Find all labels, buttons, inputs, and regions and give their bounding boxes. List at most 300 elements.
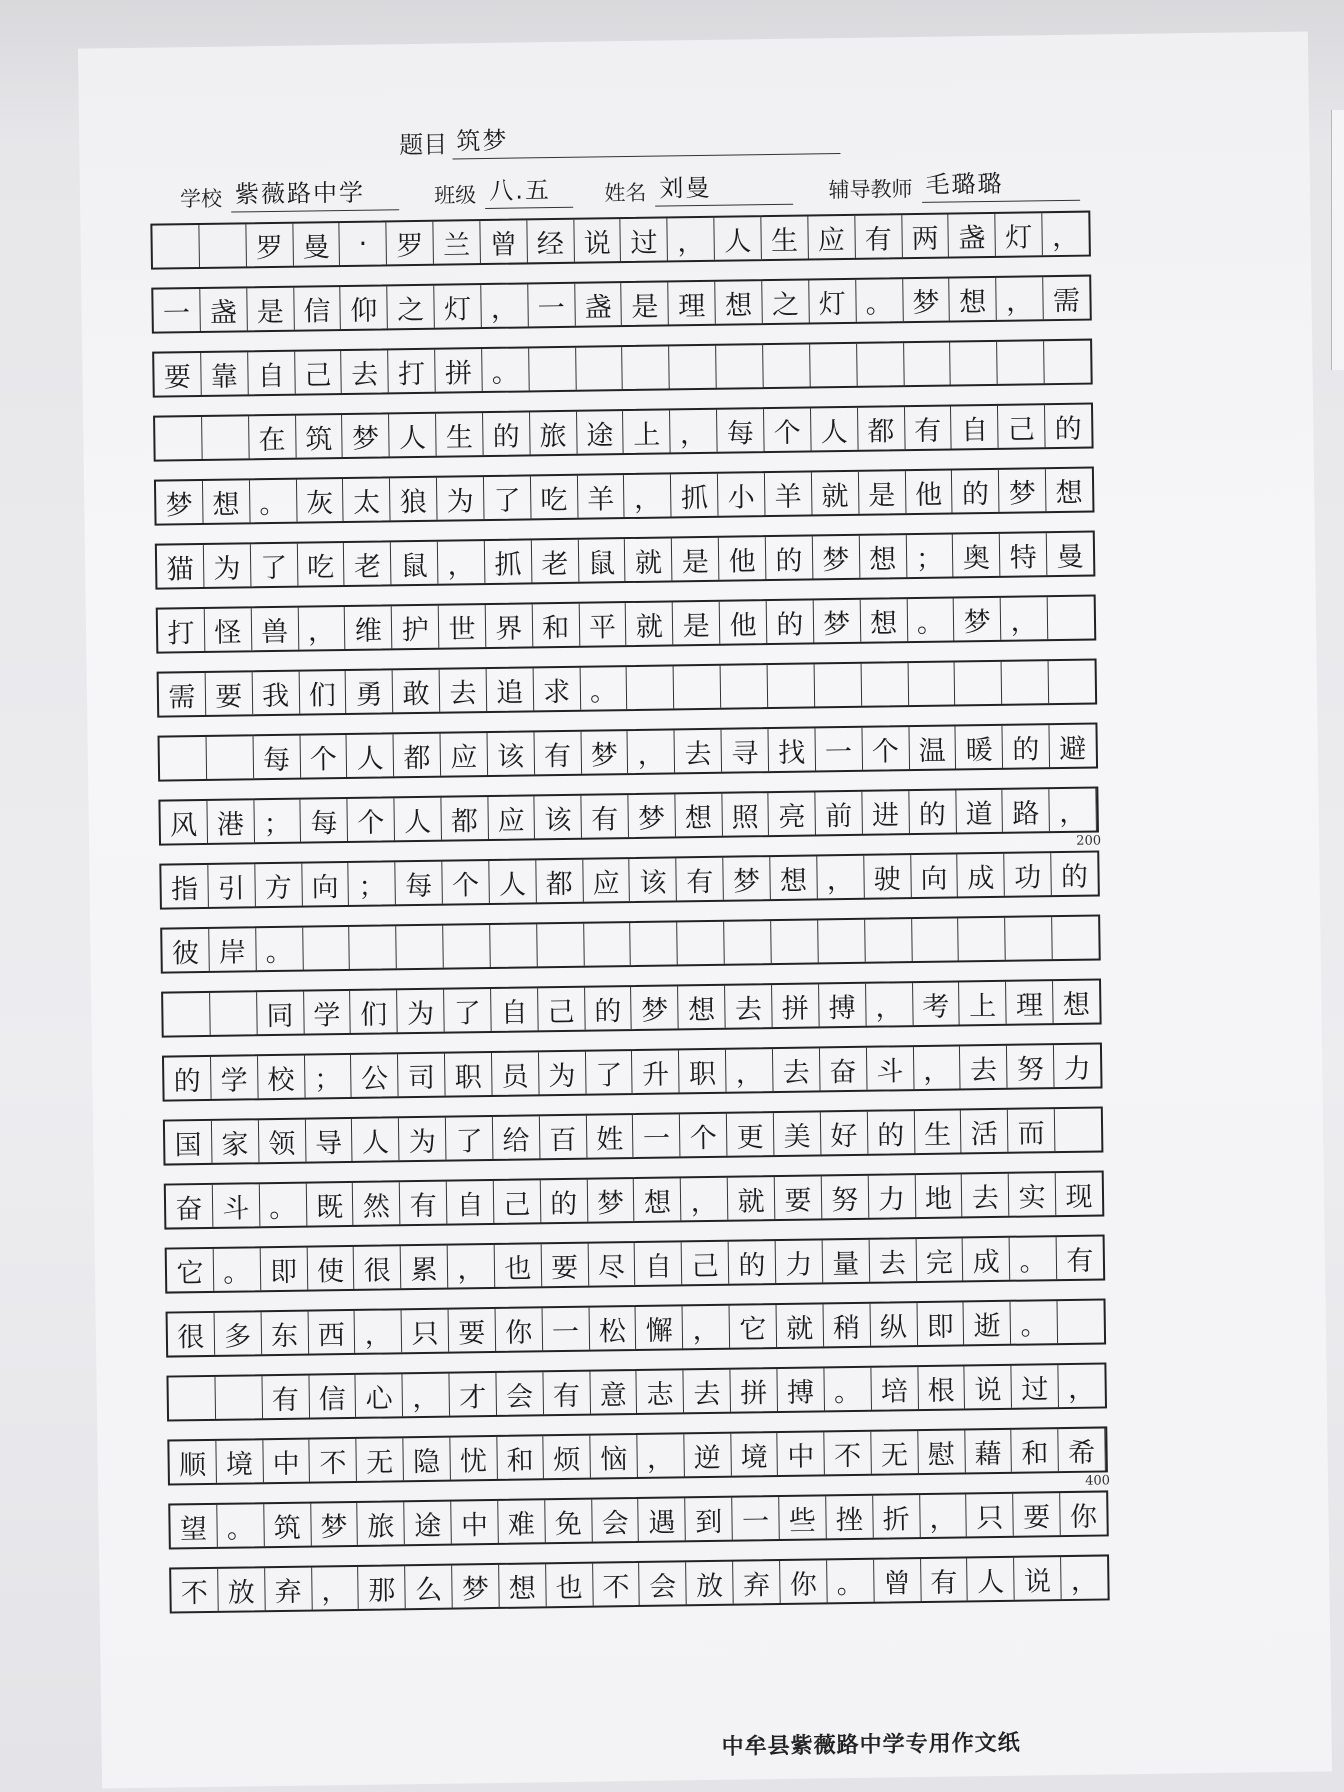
grid-cell	[350, 926, 397, 969]
grid-cell	[537, 924, 584, 967]
grid-cell: 打	[388, 350, 435, 393]
grid-cell: 员	[492, 1052, 539, 1095]
grid-cell: 维	[345, 606, 392, 649]
grid-cell: 即	[917, 1302, 964, 1345]
grid-cell: 活	[961, 1110, 1008, 1153]
grid-cell: 中	[778, 1432, 825, 1475]
grid-cell: 理	[1006, 981, 1053, 1024]
grid-cell: 自	[951, 406, 998, 449]
grid-cell	[529, 348, 576, 391]
grid-cell: 。	[824, 1368, 871, 1411]
grid-cell: 人	[811, 408, 858, 451]
adjacent-sheet-edge	[1331, 110, 1344, 370]
grid-cell: 人	[394, 798, 441, 841]
grid-cell: 是	[859, 471, 906, 514]
grid-cell	[716, 345, 763, 388]
grid-cell: 自	[447, 1181, 494, 1224]
char-count-marker: 200	[1076, 833, 1102, 849]
grid-row	[152, 339, 1093, 398]
grid-cell: 不	[824, 1432, 871, 1475]
grid-cell: 说	[1014, 1557, 1061, 1600]
grid-cell: 去	[962, 1174, 1009, 1217]
grid-cell	[908, 662, 955, 705]
grid-cell: 去	[869, 1239, 916, 1282]
grid-cell: 港	[207, 800, 254, 843]
title-label: 题目	[399, 130, 448, 160]
grid-cell: 国	[165, 1121, 212, 1164]
grid-cell: 信	[294, 287, 341, 330]
teacher-value: 毛璐璐	[921, 163, 1080, 203]
grid-cell: 抓	[671, 474, 718, 517]
grid-cell: 想	[499, 1564, 546, 1607]
grid-cell: 想	[1062, 989, 1091, 1021]
grid-cell: 拼	[731, 1369, 778, 1412]
grid-cell: 梦	[723, 857, 770, 900]
grid-cell: ；	[349, 862, 396, 905]
grid-cell: 力	[868, 1175, 915, 1218]
grid-cell: 有	[543, 1372, 590, 1415]
grid-cell: 更	[727, 1113, 774, 1156]
grid-cell: 放	[218, 1568, 265, 1611]
grid-cell: 多	[214, 1312, 261, 1355]
grid-cell: 无	[357, 1438, 404, 1481]
grid-cell: 个	[300, 735, 347, 778]
grid-cell: 去	[725, 985, 772, 1028]
grid-cell: 挫	[826, 1496, 873, 1539]
grid-cell: 曼	[1056, 541, 1084, 573]
grid-cell: 自	[491, 988, 538, 1031]
grid-row	[167, 1426, 1111, 1489]
grid-cell: 该	[535, 796, 582, 839]
grid-cell: 么	[405, 1566, 452, 1609]
grid-cell	[627, 666, 674, 709]
grid-cell: 境	[731, 1433, 778, 1476]
grid-cell: 想	[678, 986, 725, 1029]
grid-row	[164, 1170, 1105, 1229]
grid-cell: ，	[668, 218, 715, 261]
grid-cell: 途	[577, 411, 624, 454]
grid-cell: 每	[301, 799, 348, 842]
grid-cell: 去	[675, 730, 722, 773]
grid-cell: 弃	[265, 1568, 312, 1611]
grid-cell: 搏	[819, 984, 866, 1027]
grid-cell: 很	[168, 1313, 215, 1356]
grid-cell: 梦	[452, 1565, 499, 1608]
grid-cell: 那	[359, 1566, 406, 1609]
grid-cell	[1049, 661, 1095, 704]
grid-cell: 就	[626, 602, 673, 645]
grid-cell: ，	[448, 1245, 495, 1288]
grid-cell: 有	[904, 407, 951, 450]
grid-cell: 。	[256, 928, 303, 971]
grid-cell: 意	[590, 1371, 637, 1414]
grid-cell: ，	[637, 1434, 684, 1477]
grid-cell: 己	[494, 1180, 541, 1223]
grid-cell: 盏	[200, 288, 247, 331]
grid-cell: 奥	[953, 534, 1000, 577]
grid-cell: 人	[489, 860, 536, 903]
grid-cell: ，	[866, 983, 913, 1026]
grid-cell: 都	[536, 860, 583, 903]
grid-cell: 一	[542, 1308, 589, 1351]
grid-cell: 的	[483, 412, 530, 455]
grid-cell: 逝	[964, 1302, 1011, 1345]
grid-cell: 猫	[157, 545, 204, 588]
grid-cell	[1002, 661, 1049, 704]
grid-cell	[396, 926, 443, 969]
grid-cell: 羊	[578, 475, 625, 518]
grid-cell: 。	[1010, 1237, 1057, 1280]
grid-cell: 只	[967, 1494, 1014, 1537]
grid-cell	[904, 343, 951, 386]
grid-cell: ，	[312, 1567, 359, 1610]
grid-cell	[1055, 1108, 1101, 1151]
grid-cell: 要	[449, 1309, 496, 1352]
grid-cell: 想	[770, 856, 817, 899]
grid-cell: 想	[1055, 477, 1083, 509]
grid-cell: 该	[630, 858, 677, 901]
grid-cell: 有	[1066, 1245, 1094, 1277]
grid-cell: 梦	[903, 279, 950, 322]
grid-cell	[958, 918, 1005, 961]
grid-cell: ，	[1067, 1373, 1096, 1405]
grid-cell	[724, 921, 771, 964]
grid-cell: 敢	[393, 670, 440, 713]
grid-cell: 小	[718, 473, 765, 516]
grid-cell: 你	[495, 1308, 542, 1351]
grid-cell: 功	[1004, 853, 1051, 896]
grid-cell: 烦	[544, 1436, 591, 1479]
grid-cell: 都	[441, 797, 488, 840]
grid-cell: 梦	[587, 1179, 634, 1222]
grid-cell: 己	[538, 988, 585, 1031]
grid-cell: 罗	[387, 222, 434, 265]
grid-cell: 梦	[632, 986, 679, 1029]
grid-cell: 奋	[166, 1185, 213, 1228]
grid-cell	[1048, 597, 1094, 640]
grid-cell: 放	[686, 1562, 733, 1605]
grid-cell: 你	[1069, 1501, 1098, 1533]
grid-cell: 灯	[434, 285, 481, 328]
grid-cell: 梦	[156, 481, 203, 524]
grid-cell: 是	[672, 538, 719, 581]
grid-cell: 每	[396, 862, 443, 905]
grid-cell: 努	[822, 1176, 869, 1219]
grid-cell: 使	[307, 1247, 354, 1290]
grid-cell: 的	[909, 790, 956, 833]
grid-cell: 了	[251, 544, 298, 587]
grid-cell: 西	[308, 1311, 355, 1354]
grid-cell: 的	[867, 1111, 914, 1154]
grid-cell: 成	[963, 1238, 1010, 1281]
grid-cell: ，	[670, 410, 717, 453]
grid-cell: 之	[762, 280, 809, 323]
grid-cell: 生	[761, 216, 808, 259]
grid-cell: 量	[822, 1240, 869, 1283]
grid-cell: 说	[965, 1366, 1012, 1409]
grid-cell: ，	[1049, 789, 1096, 832]
grid-row	[161, 978, 1102, 1037]
grid-cell: 己	[998, 405, 1045, 448]
grid-cell	[576, 347, 623, 390]
grid-cell: 希	[1058, 1428, 1105, 1471]
grid-cell: 灯	[995, 213, 1042, 256]
grid-cell: 既	[306, 1183, 353, 1226]
grid-cell: 温	[909, 726, 956, 769]
grid-cell: 过	[1012, 1365, 1059, 1408]
grid-cell: 彼	[162, 929, 209, 972]
grid-cell: 筑	[296, 415, 343, 458]
grid-row	[158, 723, 1099, 782]
grid-cell: 们	[299, 671, 346, 714]
grid-cell: 的	[952, 470, 999, 513]
grid-row	[165, 1234, 1106, 1293]
grid-cell: 有	[677, 858, 724, 901]
grid-cell	[1052, 917, 1098, 960]
grid-cell: 就	[625, 538, 672, 581]
grid-cell: 的	[585, 987, 632, 1030]
grid-cell	[215, 1376, 262, 1419]
grid-cell: 罗	[246, 224, 293, 267]
grid-cell: 。	[580, 667, 627, 710]
grid-cell	[955, 662, 1002, 705]
grid-cell: 遇	[639, 1498, 686, 1541]
name-label: 姓名	[604, 180, 647, 206]
grid-cell: 是	[673, 602, 720, 645]
grid-cell: 有	[582, 795, 629, 838]
grid-row	[151, 275, 1092, 334]
grid-cell: ；	[906, 534, 953, 577]
grid-cell: 考	[913, 982, 960, 1025]
grid-cell: 才	[450, 1373, 497, 1416]
grid-row	[153, 403, 1094, 462]
grid-cell: 兽	[251, 608, 298, 651]
grid-cell: 职	[445, 1053, 492, 1096]
grid-cell: ，	[481, 284, 528, 327]
teacher-label: 辅导教师	[828, 177, 913, 203]
grid-cell: 拼	[772, 984, 819, 1027]
grid-cell	[669, 346, 716, 389]
grid-cell: 完	[916, 1238, 963, 1281]
grid-cell: 要	[1013, 1493, 1060, 1536]
grid-cell: 羊	[765, 472, 812, 515]
grid-cell: 到	[685, 1498, 732, 1541]
grid-cell: 。	[1011, 1301, 1058, 1344]
grid-cell: 特	[1000, 533, 1047, 576]
grid-cell	[950, 342, 997, 385]
grid-cell: 。	[482, 348, 529, 391]
grid-cell: 灰	[296, 479, 343, 522]
grid-cell: 照	[722, 793, 769, 836]
grid-cell	[771, 920, 818, 963]
grid-cell: 就	[776, 1304, 823, 1347]
grid-cell: 会	[640, 1562, 687, 1605]
grid-cell	[152, 225, 199, 268]
grid-cell: 打	[158, 609, 205, 652]
grid-cell: ，	[913, 1046, 960, 1089]
grid-cell	[163, 993, 210, 1036]
grid-cell	[199, 224, 246, 267]
grid-cell: 人	[352, 1118, 399, 1161]
grid-cell: 应	[808, 216, 855, 259]
grid-cell: 为	[397, 990, 444, 1033]
grid-cell: ，	[920, 1494, 967, 1537]
grid-cell: 应	[488, 796, 535, 839]
grid-cell: 应	[441, 733, 488, 776]
grid-cell: 的	[1054, 413, 1082, 445]
grid-cell	[210, 992, 257, 1035]
grid-cell: 每	[253, 736, 300, 779]
composition-sheet	[78, 31, 1332, 1788]
grid-cell: 老	[344, 542, 391, 585]
grid-cell: 累	[401, 1246, 448, 1289]
grid-cell: 该	[487, 732, 534, 775]
grid-cell: 要	[205, 672, 252, 715]
grid-cell: 要	[775, 1176, 822, 1219]
grid-cell: 他	[719, 537, 766, 580]
grid-cell: ，	[628, 730, 675, 773]
grid-cell: 就	[812, 472, 859, 515]
grid-cell: 一	[633, 1114, 680, 1157]
grid-row	[158, 786, 1102, 849]
grid-cell: 在	[249, 416, 296, 459]
grid-row	[160, 914, 1101, 973]
grid-cell: 找	[768, 728, 815, 771]
char-count-marker: 400	[1085, 1473, 1111, 1489]
grid-cell: 方	[255, 864, 302, 907]
grid-cell: 己	[295, 351, 342, 394]
grid-cell: 学	[211, 1056, 258, 1099]
grid-cell: 都	[394, 734, 441, 777]
grid-cell: 了	[446, 1117, 493, 1160]
grid-cell: 心	[356, 1374, 403, 1417]
grid-cell	[814, 664, 861, 707]
grid-cell: 应	[583, 859, 630, 902]
grid-cell: 仰	[341, 286, 388, 329]
class-label: 班级	[434, 183, 477, 208]
grid-cell: 很	[354, 1246, 401, 1289]
grid-cell: 然	[353, 1182, 400, 1225]
grid-cell: 藉	[965, 1430, 1012, 1473]
grid-cell: 为	[539, 1052, 586, 1095]
grid-cell: 斗	[867, 1047, 914, 1090]
grid-cell	[861, 663, 908, 706]
grid-cell	[303, 927, 350, 970]
grid-row	[169, 1554, 1110, 1613]
grid-cell: 指	[161, 865, 208, 908]
grid-cell	[206, 736, 253, 779]
grid-cell: 梦	[813, 536, 860, 579]
grid-cell: ，	[817, 856, 864, 899]
grid-cell: 了	[444, 989, 491, 1032]
grid-cell: 了	[586, 1051, 633, 1094]
grid-cell: 隐	[403, 1438, 450, 1481]
grid-cell: 稍	[823, 1304, 870, 1347]
grid-cell: 信	[309, 1375, 356, 1418]
grid-cell: 过	[621, 218, 668, 261]
grid-cell	[202, 416, 249, 459]
grid-cell: 校	[258, 1056, 305, 1099]
grid-cell: 都	[858, 407, 905, 450]
grid-cell: 有	[855, 215, 902, 258]
grid-cell	[623, 346, 670, 389]
grid-cell: 的	[164, 1057, 211, 1100]
grid-cell: 梦	[814, 600, 861, 643]
grid-cell: 们	[350, 990, 397, 1033]
grid-cell: 梦	[628, 794, 675, 837]
grid-cell: 成	[958, 854, 1005, 897]
grid-cell: 梦	[342, 414, 389, 457]
grid-cell: 家	[212, 1120, 259, 1163]
grid-cell: 之	[387, 286, 434, 329]
grid-cell	[168, 1377, 215, 1420]
grid-cell: 一	[732, 1497, 779, 1540]
grid-cell: 去	[440, 669, 487, 712]
grid-cell	[865, 919, 912, 962]
grid-cell: 公	[351, 1054, 398, 1097]
grid-cell: 逆	[684, 1434, 731, 1477]
grid-cell: 松	[589, 1307, 636, 1350]
grid-cell: ，	[624, 474, 671, 517]
grid-cell: 的	[1060, 861, 1089, 893]
grid-cell: 途	[404, 1502, 451, 1545]
grid-cell: 护	[392, 606, 439, 649]
grid-cell: 自	[635, 1242, 682, 1285]
grid-cell: 顺	[169, 1441, 216, 1484]
grid-cell: 吃	[297, 543, 344, 586]
grid-cell: 去	[960, 1046, 1007, 1089]
grid-cell: 弃	[733, 1561, 780, 1604]
grid-cell: 实	[1009, 1173, 1056, 1216]
grid-cell: 亮	[769, 792, 816, 835]
grid-cell: 怪	[205, 608, 252, 651]
grid-cell: 想	[860, 599, 907, 642]
grid-cell: 人	[967, 1558, 1014, 1601]
grid-cell: 去	[773, 1048, 820, 1091]
grid-cell: 为	[204, 544, 251, 587]
grid-cell: 恼	[590, 1435, 637, 1478]
grid-cell: 也	[546, 1564, 593, 1607]
grid-cell: 中	[451, 1501, 498, 1544]
grid-cell: 上	[623, 410, 670, 453]
grid-cell: 寻	[722, 729, 769, 772]
grid-cell: 驶	[864, 855, 911, 898]
grid-cell: 向	[302, 863, 349, 906]
grid-cell: 它	[167, 1249, 214, 1292]
grid-cell: 导	[305, 1119, 352, 1162]
title-value: 筑梦	[452, 116, 840, 159]
title-row	[399, 116, 841, 160]
grid-cell: 慰	[918, 1430, 965, 1473]
grid-cell: 暖	[956, 726, 1003, 769]
grid-cell: 想	[950, 278, 997, 321]
grid-cell: 生	[436, 413, 483, 456]
writing-grid	[150, 211, 1110, 1632]
grid-cell: 太	[343, 478, 390, 521]
grid-cell: 他	[905, 471, 952, 514]
grid-cell	[997, 341, 1044, 384]
grid-cell: 去	[684, 1370, 731, 1413]
grid-cell: 职	[679, 1050, 726, 1093]
grid-cell: 想	[859, 535, 906, 578]
grid-cell: 现	[1065, 1181, 1093, 1213]
grid-cell: 旅	[530, 412, 577, 455]
grid-cell	[768, 664, 815, 707]
grid-cell	[912, 918, 959, 961]
grid-cell: 和	[532, 604, 579, 647]
grid-cell: 筑	[264, 1504, 311, 1547]
grid-cell: 司	[398, 1054, 445, 1097]
